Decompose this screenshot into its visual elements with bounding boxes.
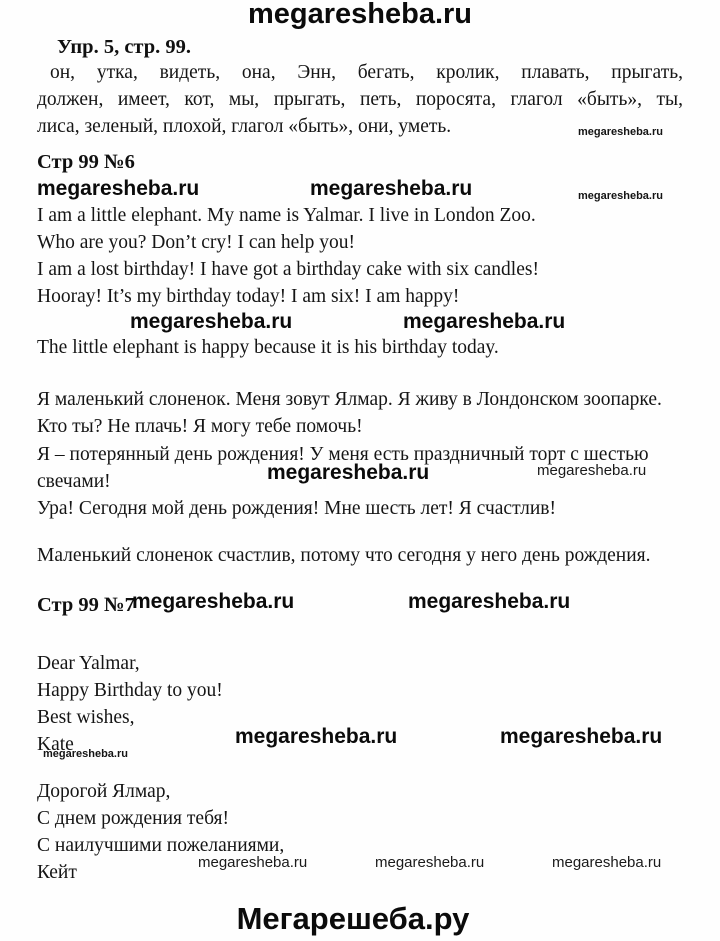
watermark-large: megaresheba.ru bbox=[310, 177, 473, 200]
watermark-large: megaresheba.ru bbox=[500, 725, 663, 748]
site-watermark-header: megaresheba.ru bbox=[247, 0, 473, 30]
exercise6-english-line: I am a little elephant. My name is Yalmar. I live in London Zoo. bbox=[37, 205, 536, 226]
exercise5-line: он, утка, видеть, она, Энн, бегать, кролик, плавать, прыгать, bbox=[50, 62, 683, 83]
exercise6-russian-line: Ура! Сегодня мой день рождения! Мне шесть лет! Я счастлив! bbox=[37, 498, 556, 519]
watermark-medium: megaresheba.ru bbox=[552, 854, 662, 871]
exercise7-english-line: Dear Yalmar, bbox=[37, 653, 140, 674]
watermark-large: megaresheba.ru bbox=[235, 725, 398, 748]
exercise6-russian-line: Я маленький слоненок. Меня зовут Ялмар. Я живу в Лондонском зоопарке. bbox=[37, 389, 662, 410]
exercise7-english-line: Kate bbox=[37, 734, 74, 755]
watermark-large: megaresheba.ru bbox=[130, 310, 293, 333]
watermark-small: megaresheba.ru bbox=[578, 126, 663, 138]
exercise6-russian-line: Я – потерянный день рождения! У меня есть праздничный торт с шестью bbox=[37, 444, 649, 465]
exercise7-russian-line: Кейт bbox=[37, 862, 77, 883]
exercise6-english-line: Hooray! It’s my birthday today! I am six! I am happy! bbox=[37, 286, 460, 307]
exercise7-english-line: Best wishes, bbox=[37, 707, 135, 728]
exercise7-russian-line: С днем рождения тебя! bbox=[37, 808, 229, 829]
exercise7-russian-line: С наилучшими пожеланиями, bbox=[37, 835, 285, 856]
exercise6-english-summary: The little elephant is happy because it is his birthday today. bbox=[37, 337, 499, 358]
exercise7-title: Стр 99 №7 bbox=[37, 594, 135, 616]
exercise6-title: Стр 99 №6 bbox=[37, 151, 135, 173]
exercise5-line: должен, имеет, кот, мы, прыгать, петь, поросята, глагол «быть», ты, bbox=[37, 89, 683, 110]
exercise7-russian-line: Дорогой Ялмар, bbox=[37, 781, 171, 802]
exercise7-english-line: Happy Birthday to you! bbox=[37, 680, 223, 701]
watermark-large: megaresheba.ru bbox=[132, 590, 295, 613]
exercise6-russian-line: Кто ты? Не плачь! Я могу тебе помочь! bbox=[37, 416, 363, 437]
watermark-large: megaresheba.ru bbox=[37, 177, 200, 200]
watermark-small: megaresheba.ru bbox=[578, 190, 663, 202]
watermark-medium: megaresheba.ru bbox=[375, 854, 485, 871]
watermark-large: megaresheba.ru bbox=[408, 590, 571, 613]
exercise6-russian-line: свечами! bbox=[37, 471, 111, 492]
exercise6-english-line: I am a lost birthday! I have got a birthday cake with six candles! bbox=[37, 259, 539, 280]
exercise5-title: Упр. 5, стр. 99. bbox=[57, 36, 192, 58]
watermark-large: megaresheba.ru bbox=[403, 310, 566, 333]
watermark-medium: megaresheba.ru bbox=[537, 462, 647, 479]
exercise6-english-line: Who are you? Don’t cry! I can help you! bbox=[37, 232, 356, 253]
watermark-medium: megaresheba.ru bbox=[198, 854, 308, 871]
footer-brand: Мегарешеба.ру bbox=[236, 901, 470, 936]
exercise5-line: лиса, зеленый, плохой, глагол «быть», они, уметь. bbox=[37, 116, 452, 137]
exercise6-russian-summary: Маленький слоненок счастлив, потому что сегодня у него день рождения. bbox=[37, 545, 651, 566]
watermark-small: megaresheba.ru bbox=[43, 748, 128, 760]
watermark-large: megaresheba.ru bbox=[267, 461, 430, 484]
